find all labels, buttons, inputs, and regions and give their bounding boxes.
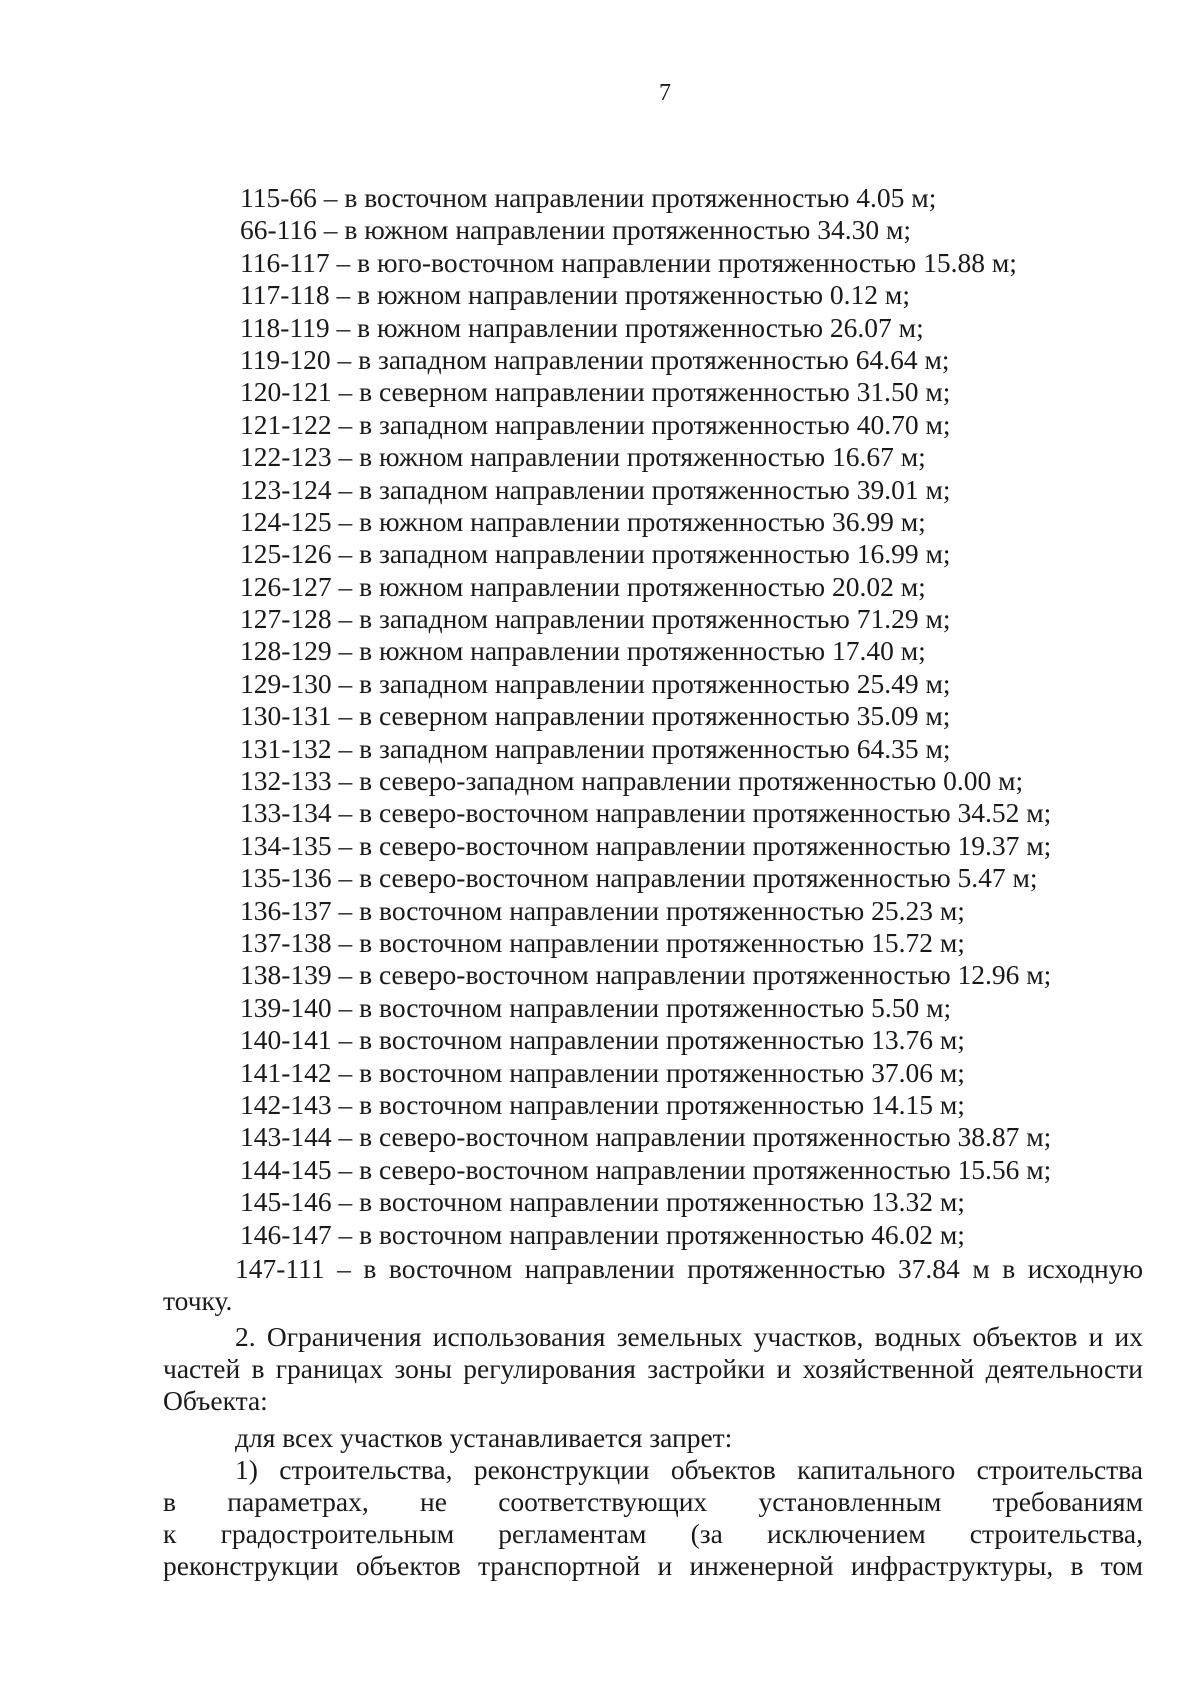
boundary-segment-line: 127-128 – в западном направлении протяженностью 71.29 м; — [240, 603, 951, 635]
boundary-segment-line: 122-123 – в южном направлении протяженностью 16.67 м; — [240, 441, 926, 473]
boundary-segment-line: 141-142 – в восточном направлении протяженностью 37.06 м; — [240, 1056, 965, 1088]
boundary-segment-line: 146-147 – в восточном направлении протяженностью 46.02 м; — [240, 1218, 965, 1250]
boundary-segment-line: 128-129 – в южном направлении протяженностью 17.40 м; — [240, 635, 926, 667]
item-1-line: 1) строительства, реконструкции объектов капитального строительства — [235, 1454, 1143, 1485]
boundary-segment-line: 126-127 – в южном направлении протяженностью 20.02 м; — [240, 570, 926, 602]
item-1-line: реконструкции объектов транспортной и инженерной инфраструктуры, в том — [163, 1550, 1143, 1581]
boundary-segment-line: 134-135 – в северо-восточном направлении протяженностью 19.37 м; — [240, 829, 1052, 861]
section-2-paragraph: 2. Ограничения использования земельных участков, водных объектов и их частей в границах зоны регулирования застройки и хозяйственной деятельности Объекта: — [163, 1321, 1143, 1416]
boundary-segment-line: 124-125 – в южном направлении протяженностью 36.99 м; — [240, 505, 926, 537]
boundary-segment-line: 131-132 – в западном направлении протяженностью 64.35 м; — [240, 732, 951, 764]
item-1-paragraph — [163, 1454, 1143, 1582]
boundary-segment-line: 137-138 – в восточном направлении протяженностью 15.72 м; — [240, 926, 965, 958]
boundary-segment-list — [240, 182, 1140, 1251]
boundary-segment-line: 145-146 – в восточном направлении протяженностью 13.32 м; — [240, 1186, 965, 1218]
boundary-segment-line: 139-140 – в восточном направлении протяженностью 5.50 м; — [240, 991, 952, 1023]
boundary-segment-line: 66-116 – в южном направлении протяженностью 34.30 м; — [240, 214, 911, 246]
boundary-segment-line: 119-120 – в западном направлении протяженностью 64.64 м; — [240, 343, 950, 375]
page-number: 7 — [659, 80, 671, 106]
boundary-segment-line: 143-144 – в северо-восточном направлении протяженностью 38.87 м; — [240, 1121, 1052, 1153]
boundary-segment-line: 121-122 – в западном направлении протяженностью 40.70 м; — [240, 408, 951, 440]
boundary-segment-line: 117-118 – в южном направлении протяженностью 0.12 м; — [240, 279, 910, 311]
boundary-segment-line: 142-143 – в восточном направлении протяженностью 14.15 м; — [240, 1088, 965, 1120]
boundary-segment-line: 144-145 – в северо-восточном направлении протяженностью 15.56 м; — [240, 1153, 1052, 1185]
boundary-segment-line: 136-137 – в восточном направлении протяженностью 25.23 м; — [240, 894, 965, 926]
boundary-segment-line: 132-133 – в северо-западном направлении протяженностью 0.00 м; — [240, 765, 1024, 797]
item-1-line: в параметрах, не соответствующих установленным требованиям — [163, 1486, 1143, 1517]
boundary-segment-line: 123-124 – в западном направлении протяженностью 39.01 м; — [240, 473, 951, 505]
boundary-segment-line: 133-134 – в северо-восточном направлении протяженностью 34.52 м; — [240, 797, 1052, 829]
boundary-segment-line: 129-130 – в западном направлении протяженностью 25.49 м; — [240, 667, 951, 699]
boundary-segment-line: 115-66 – в восточном направлении протяженностью 4.05 м; — [240, 182, 937, 213]
boundary-segment-line: 130-131 – в северном направлении протяженностью 35.09 м; — [240, 700, 951, 732]
last-segment-paragraph: 147-111 – в восточном направлении протяженностью 37.84 м в исходную точку. — [163, 1253, 1143, 1316]
boundary-segment-line: 140-141 – в восточном направлении протяженностью 13.76 м; — [240, 1024, 965, 1056]
item-1-line: к градостроительным регламентам (за исключением строительства, — [163, 1518, 1143, 1549]
boundary-segment-line: 120-121 – в северном направлении протяженностью 31.50 м; — [240, 376, 951, 408]
boundary-segment-line: 135-136 – в северо-восточном направлении протяженностью 5.47 м; — [240, 862, 1038, 894]
boundary-segment-line: 118-119 – в южном направлении протяженностью 26.07 м; — [240, 311, 924, 343]
prohibition-intro: для всех участков устанавливается запрет: — [235, 1422, 733, 1453]
boundary-segment-line: 138-139 – в северо-восточном направлении протяженностью 12.96 м; — [240, 959, 1052, 991]
boundary-segment-line: 116-117 – в юго-восточном направлении протяженностью 15.88 м; — [240, 246, 1017, 278]
boundary-segment-line: 125-126 – в западном направлении протяженностью 16.99 м; — [240, 538, 951, 570]
